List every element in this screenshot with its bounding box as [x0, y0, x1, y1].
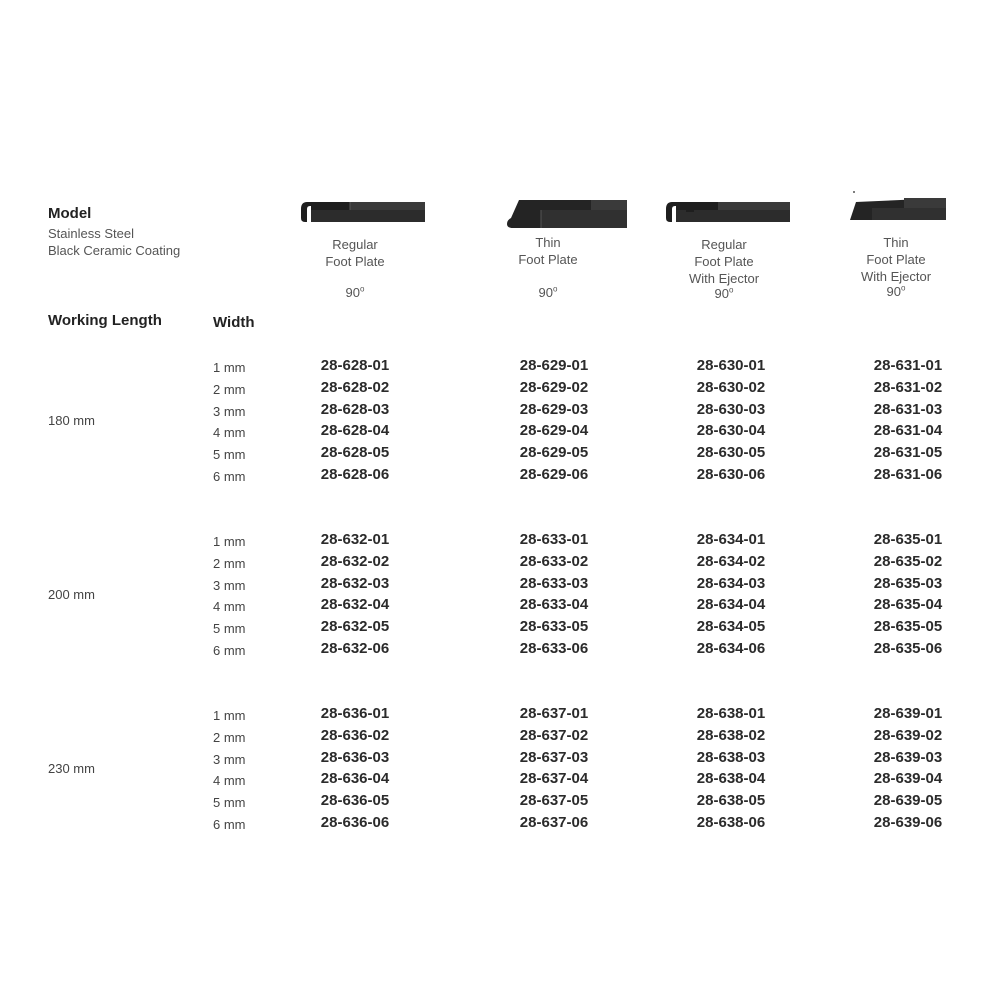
catalog-number: 28-636-05: [320, 792, 390, 810]
model-title: Model: [48, 205, 92, 222]
catalog-number: 28-632-05: [320, 618, 390, 636]
catalog-number: 28-629-03: [519, 400, 589, 418]
column-label-line: Foot Plate: [694, 254, 754, 269]
column-label-line: With Ejector: [860, 269, 932, 284]
thin-foot-plate-icon: [497, 194, 627, 234]
catalog-number: 28-633-04: [519, 596, 589, 614]
catalog-number: 28-630-01: [696, 357, 766, 374]
working-length-header: Working Length: [48, 312, 162, 329]
width-value: 1 mm: [213, 360, 246, 375]
catalog-number: 28-634-02: [696, 552, 766, 570]
catalog-number: 28-628-01: [320, 357, 390, 374]
catalog-number: 28-635-06: [873, 640, 943, 657]
catalog-number: 28-639-04: [873, 770, 943, 788]
catalog-number: 28-629-05: [519, 444, 589, 462]
catalog-number: 28-636-03: [320, 748, 390, 766]
column-label-3: [644, 236, 804, 287]
working-length-value: 200 mm: [48, 587, 95, 602]
catalog-number: 28-631-03: [873, 400, 943, 418]
model-coating: Black Ceramic Coating: [48, 243, 181, 258]
catalog-number: 28-633-01: [519, 531, 589, 548]
width-value: 5 mm: [213, 621, 246, 637]
catalog-number: 28-638-01: [696, 705, 766, 722]
width-value: 1 mm: [213, 708, 246, 723]
catalog-number: 28-632-06: [320, 640, 390, 657]
catalog-number: 28-637-03: [519, 748, 589, 766]
catalog-number: 28-633-06: [519, 640, 589, 657]
catalog-number: 28-636-01: [320, 705, 390, 722]
catalog-number: 28-629-01: [519, 357, 589, 374]
catalog-number: 28-638-06: [696, 814, 766, 831]
catalog-number: 28-632-03: [320, 574, 390, 592]
angle-degree-mark: o: [729, 285, 734, 295]
column-angle-3: [644, 286, 804, 301]
column-label-line: Regular: [332, 237, 378, 252]
catalog-number: 28-628-02: [320, 378, 390, 396]
width-value: 3 mm: [213, 751, 246, 767]
catalog-number: 28-633-05: [519, 618, 589, 636]
width-value: 3 mm: [213, 577, 246, 593]
catalog-number: 28-634-03: [696, 574, 766, 592]
catalog-number: 28-629-02: [519, 378, 589, 396]
catalog-number: 28-638-05: [696, 792, 766, 810]
catalog-number: 28-631-01: [873, 357, 943, 374]
angle-degree-mark: o: [360, 284, 365, 294]
catalog-number: 28-633-03: [519, 574, 589, 592]
width-value: 1 mm: [213, 534, 246, 549]
column-label-line: Regular: [701, 237, 747, 252]
catalog-number: 28-639-05: [873, 792, 943, 810]
catalog-number: 28-639-03: [873, 748, 943, 766]
catalog-number: 28-628-05: [320, 444, 390, 462]
catalog-number: 28-632-01: [320, 531, 390, 548]
catalog-number: 28-628-04: [320, 422, 390, 440]
catalog-number: 28-634-05: [696, 618, 766, 636]
width-value: 3 mm: [213, 403, 246, 419]
angle-value: 90: [886, 284, 901, 299]
catalog-number: 28-628-03: [320, 400, 390, 418]
column-label-4: [816, 234, 976, 285]
catalog-number: 28-639-02: [873, 726, 943, 744]
width-value: 2 mm: [213, 729, 246, 745]
catalog-number: 28-636-06: [320, 814, 390, 831]
width-value: 2 mm: [213, 381, 246, 397]
catalog-number: 28-631-05: [873, 444, 943, 462]
width-value: 5 mm: [213, 447, 246, 463]
width-value: 2 mm: [213, 555, 246, 571]
column-label-line: Thin: [883, 235, 909, 250]
column-label-line: Foot Plate: [518, 252, 578, 267]
catalog-number: 28-637-04: [519, 770, 589, 788]
catalog-number: 28-632-04: [320, 596, 390, 614]
column-label-line: Thin: [535, 235, 561, 250]
catalog-number: 28-635-05: [873, 618, 943, 636]
catalog-number: 28-635-01: [873, 531, 943, 548]
catalog-number: 28-630-06: [696, 466, 766, 483]
width-value: 4 mm: [213, 425, 246, 441]
catalog-number: 28-630-03: [696, 400, 766, 418]
angle-value: 90: [538, 285, 553, 300]
catalog-number: 28-637-05: [519, 792, 589, 810]
working-length-value: 230 mm: [48, 761, 95, 776]
width-value: 6 mm: [213, 469, 246, 484]
column-label-2: [468, 234, 628, 268]
column-angle-2: [468, 285, 628, 300]
catalog-number: 28-638-04: [696, 770, 766, 788]
catalog-number: 28-634-01: [696, 531, 766, 548]
width-value: 6 mm: [213, 643, 246, 658]
working-length-value: 180 mm: [48, 413, 95, 428]
catalog-number: 28-638-02: [696, 726, 766, 744]
catalog-number: 28-638-03: [696, 748, 766, 766]
width-value: 5 mm: [213, 795, 246, 811]
catalog-number: 28-631-06: [873, 466, 943, 483]
catalog-number: 28-637-01: [519, 705, 589, 722]
catalog-number: 28-635-02: [873, 552, 943, 570]
width-value: 4 mm: [213, 599, 246, 615]
catalog-number: 28-634-04: [696, 596, 766, 614]
catalog-number: 28-629-06: [519, 466, 589, 483]
catalog-number: 28-629-04: [519, 422, 589, 440]
angle-degree-mark: o: [901, 283, 906, 293]
width-value: 6 mm: [213, 817, 246, 832]
catalog-number: 28-630-05: [696, 444, 766, 462]
catalog-number: 28-630-02: [696, 378, 766, 396]
catalog-number: 28-636-04: [320, 770, 390, 788]
catalog-number: 28-639-06: [873, 814, 943, 831]
angle-value: 90: [345, 285, 360, 300]
column-angle-1: [275, 285, 435, 300]
catalog-number: 28-635-03: [873, 574, 943, 592]
column-label-line: Foot Plate: [866, 252, 926, 267]
model-material: Stainless Steel: [48, 226, 134, 241]
column-label-1: [275, 236, 435, 270]
catalog-number: 28-637-06: [519, 814, 589, 831]
catalog-number: 28-628-06: [320, 466, 390, 483]
catalog-number: 28-634-06: [696, 640, 766, 657]
catalog-number: 28-636-02: [320, 726, 390, 744]
column-angle-4: [816, 284, 976, 299]
thin-foot-plate-ejector-icon: [842, 190, 972, 230]
catalog-number: 28-632-02: [320, 552, 390, 570]
regular-foot-plate-icon: [295, 196, 425, 236]
regular-foot-plate-ejector-icon: [660, 196, 790, 236]
catalog-number: 28-630-04: [696, 422, 766, 440]
catalog-number: 28-631-02: [873, 378, 943, 396]
column-label-line: With Ejector: [688, 271, 760, 286]
width-value: 4 mm: [213, 773, 246, 789]
catalog-number: 28-637-02: [519, 726, 589, 744]
angle-degree-mark: o: [553, 284, 558, 294]
angle-value: 90: [714, 286, 729, 301]
catalog-number: 28-635-04: [873, 596, 943, 614]
catalog-number: 28-631-04: [873, 422, 943, 440]
catalog-number: 28-639-01: [873, 705, 943, 722]
column-label-line: Foot Plate: [325, 254, 385, 269]
catalog-number: 28-633-02: [519, 552, 589, 570]
width-header: Width: [213, 314, 255, 331]
